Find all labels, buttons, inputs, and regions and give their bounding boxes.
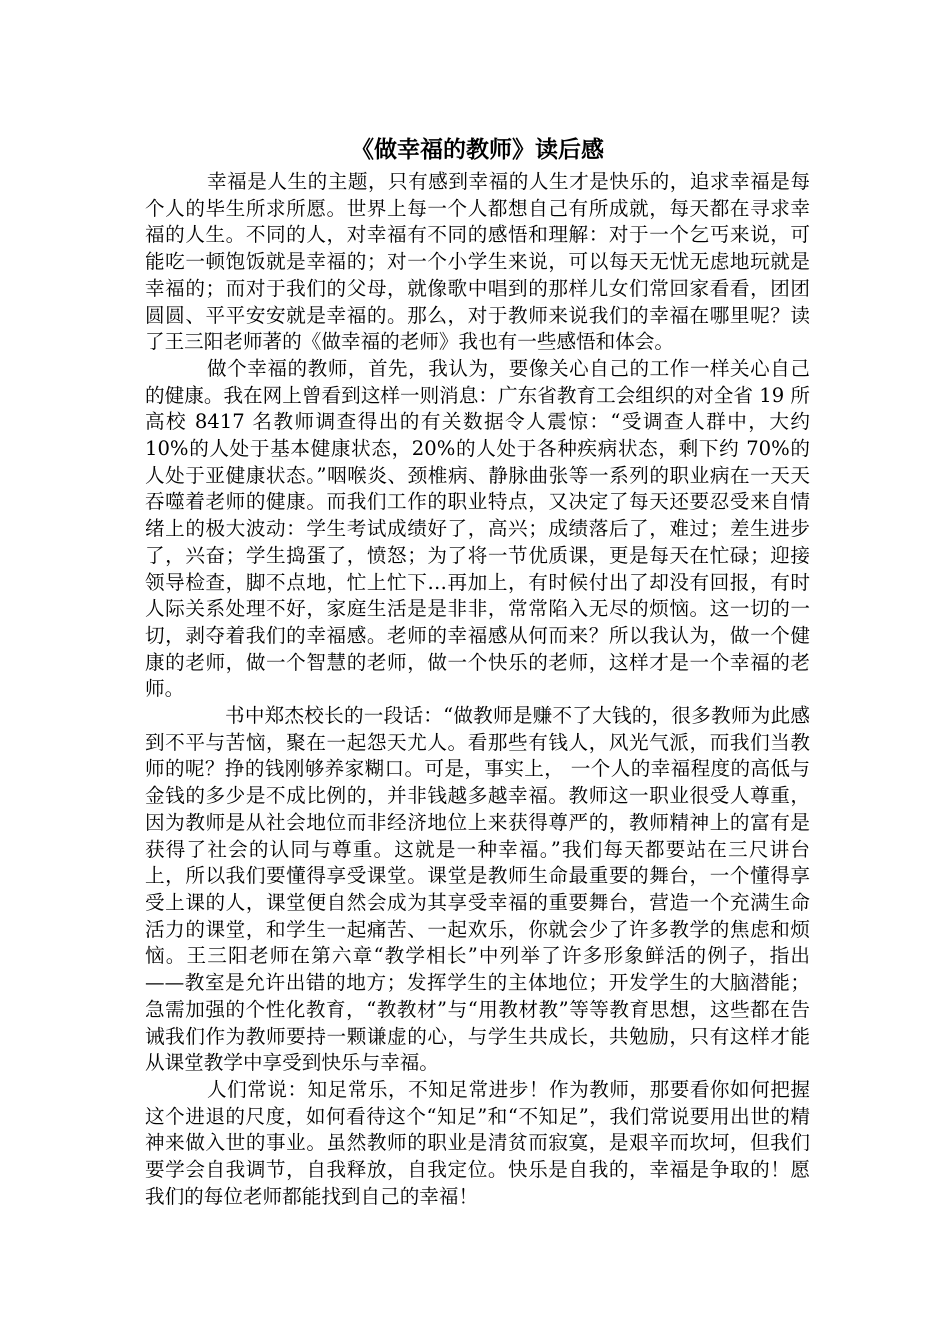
document-title: 《做幸福的教师》读后感 [351,137,604,163]
document-page [145,133,810,1210]
paragraph-1: 幸福是人生的主题，只有感到幸福的人生才是快乐的，追求幸福是每个人的毕生所求所愿。世界上每一个人都想自己有所成就，每天都在寻求幸福的人生。不同的人，对幸福有不同的感悟和理解：对于一个乞丐来说，可能吃一顿饱饭就是幸福的；对一个小学生来说，可以每天无忧无虑地玩就是幸福的；而对于我们的父母，就像歌中唱到的那样儿女们常回家看看，团团圆圆、平平安安就是幸福的。那么，对于教师来说我们的幸福在哪里呢？读了王三阳老师著的《做幸福的老师》我也有一些感悟和体会。 [145,170,810,354]
paragraph-2: 做个幸福的教师，首先，我认为，要像关心自己的工作一样关心自己的健康。我在网上曾看到这样一则消息：广东省教育工会组织的对全省 19 所高校 8417 名教师调查得出的有关数据令人震惊：“受调查人群中，大约 10%的人处于基本健康状态，20%的人处于各种疾病状态，剩下约 70%的人处于亚健康状态。”咽喉炎、颈椎病、静脉曲张等一系列的职业病在一天天吞噬着老师的健康。而我们工作的职业特点，又决定了每天还要忍受来自情绪上的极大波动：学生考试成绩好了，高兴；成绩落后了，难过；差生进步了，兴奋；学生捣蛋了，愤怒；为了将一节优质课，更是每天在忙碌；迎接领导检查，脚不点地，忙上忙下…再加上，有时候付出了却没有回报，有时人际关系处理不好，家庭生活是是非非，常常陷入无尽的烦恼。这一切的一切，剥夺着我们的幸福感。老师的幸福感从何而来？所以我认为，做一个健康的老师，做一个智慧的老师，做一个快乐的老师，这样才是一个幸福的老师。 [145,356,810,701]
paragraph-4: 人们常说：知足常乐，不知足常进步！作为教师，那要看你如何把握这个进退的尺度，如何看待这个“知足”和“不知足”，我们常说要用出世的精神来做入世的事业。虽然教师的职业是清贫而寂寞，是艰辛而坎坷，但我们要学会自我调节，自我释放，自我定位。快乐是自我的，幸福是争取的！愿我们的每位老师都能找到自己的幸福！ [145,1077,810,1208]
paragraph-3: 书中郑杰校长的一段话：“做教师是赚不了大钱的，很多教师为此感到不平与苦恼，聚在一起怨天尤人。看那些有钱人，风光气派，而我们当教师的呢？挣的钱刚够养家糊口。可是，事实上， 一个人的幸福程度的高低与金钱的多少是不成比例的，并非钱越多越幸福。教师这一职业很受人尊重，因为教师是从社会地位而非经济地位上来获得尊严的，教师精神上的富有是获得了社会的认同与尊重。这就是一种幸福。”我们每天都要站在三尺讲台上，所以我们要懂得享受课堂。课堂是教师生命最重要的舞台，一个懂得享受上课的人，课堂便自然会成为其享受幸福的重要舞台，营造一个充满生命活力的课堂，和学生一起痛苦、一起欢乐，你就会少了许多教学的焦虑和烦恼。王三阳老师在第六章“教学相长”中列举了许多形象鲜活的例子，指出——教室是允许出错的地方；发挥学生的主体地位；开发学生的大脑潜能；急需加强的个性化教育，“教教材”与“用教材教”等等教育思想，这些都在告诫我们作为教师要持一颗谦虚的心，与学生共成长，共勉励，只有这样才能从课堂教学中享受到快乐与幸福。 [145,704,810,1075]
